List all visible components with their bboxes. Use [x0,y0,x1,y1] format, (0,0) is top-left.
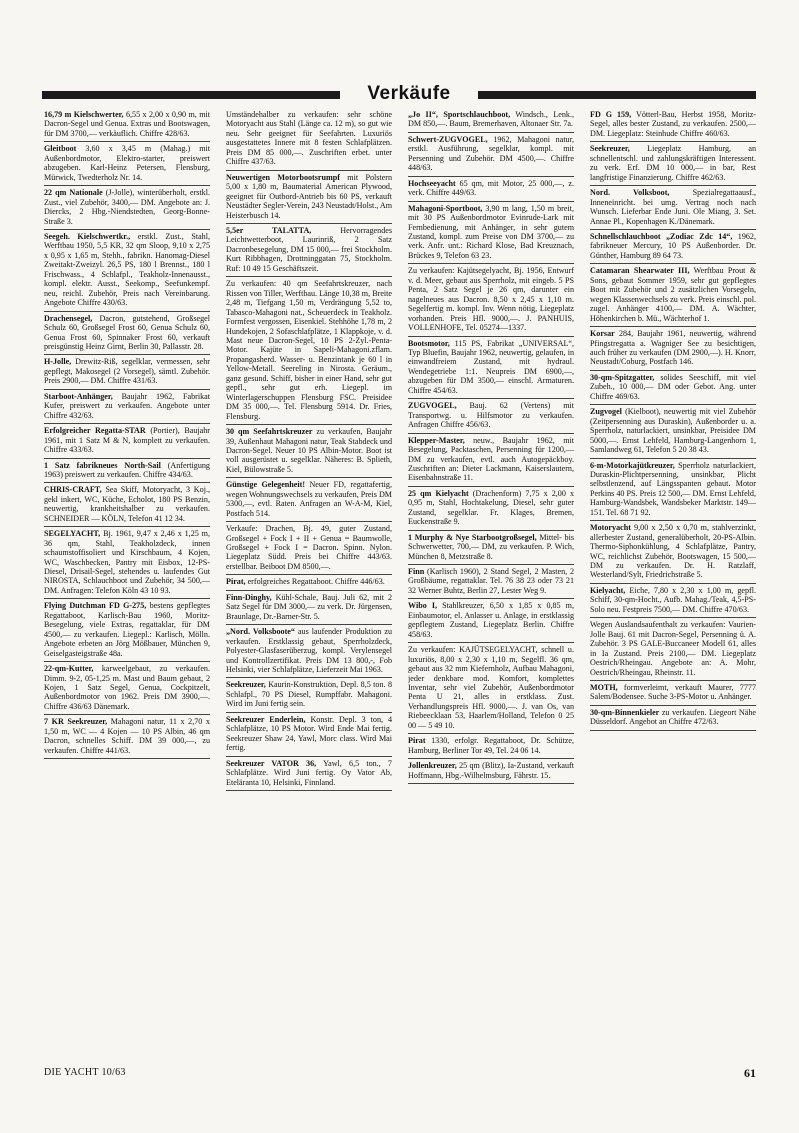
ad-headline: Flying Dutchman FD G-275, [44,601,147,611]
ad-text: Vötterl-Bau, Herbst 1958, Moritz-Segel, alles bester Zustand, zu verkaufen. 2500,— DM. Liegeplatz: Steinhude Chiffre 460/63. [590,110,756,138]
ad-headline: 22-qm-Kutter, [44,664,94,674]
classified-ad [590,371,756,405]
ad-headline: Bootsmotor, [408,338,450,348]
classified-ad [226,713,392,757]
ad-text: erfolgreiches Regattaboot. Chiffre 446/63. [247,577,385,587]
classified-ad [408,399,574,433]
classified-ad [44,483,210,527]
ad-text: (Anfertigung 1963) preiswert zu verkaufen. Chiffre 434/63. [44,460,210,479]
ad-text: 1962, fabrikneuer Mercury, 10 PS Außenborder. Dr. Günther, Hamburg 89 64 73. [590,231,756,260]
ad-headline: 30 qm Seefahrtskreuzer [226,427,313,437]
ad-text: (Karlisch 1960), 2 Stand Segel, 2 Masten, 2 Großbäume, regattaklar. Tel. 76 38 23 oder 73 21 32 Werner Buhtz, Berlin 27, Lester Weg 9. [408,567,574,595]
ad-headline: SEGELYACHT, [44,529,101,539]
ad-headline: Seekreuzer, [226,680,266,690]
ad-text: 1330, erfolgr. Regattaboot, Dr. Schütze, Hamburg, Berliner Tor 49, Tel. 24 06 14. [408,736,574,755]
ad-text: Zu verkaufen: Kajütsegelyacht, Bj. 1956, Entwurf v. d. Meer, gebaut aus Sperrholz, mit eingeb. 5 PS Penta, 2 Satz Segel je 26 qm, darunter ein nagelneues aus Dacron. 8,50 x 2,45 x 1,10 m. Segelfertig m. kompl. Inv. Wenn nötig, Liegeplatz vorhanden. Preis Hfl. 9000,—. J. PANHUIS, VOLLENHOFE, Tel. 05274—1337. [408,266,574,333]
classified-ad [408,133,574,177]
ad-text: 25 qm (Blitz), Ia-Zustand, verkauft Hoffmann, Hbg.-Wilhelmsburg, Fährstr. 15. [408,761,574,780]
ad-text: Spezialregattaausf., Inneneinricht. bei umg. Vertrag noch nach Wunsch. Lieferbar Ende Juni. Ole Miang, 3. Set. Annae Pl., Kopenhagen K./Dänemark. [590,188,756,226]
ad-headline: 30-qm-Binnenkieler [590,707,660,717]
section-header [42,83,756,104]
column-2 [226,108,392,1098]
ad-headline: Jollenkreuzer, [408,761,457,771]
ad-text: karweelgebaut, zu verkaufen. Dimm. 9-2, 05-1,25 m. Mast und Baum gebaut, 2 Kojen, 1 Satz Segel, Genua, Cockpitzelt, Außenbordmotor von 1962. Preis DM 3900,—. Chiffre 436/63 Dänemark. [44,664,210,711]
ad-headline: Gleitboot [44,144,77,154]
column-3 [408,108,574,1098]
ad-text: Bj. 1961, 9,47 x 2,46 x 1,25 m, 36 qm, Stahl, Teakholzdeck, innen schaumstoffisoliert und Kirschbaum, 4 Kojen, WC, Waschbecken, Pantry mit Eisbox, 12-PS-Diesel, Drisail-Segel, stehendes u. laufendes Gut NIROSTA, Schlauchboot und Zubehör, 34 500,— DM. Anfragen: Telefon Köln 43 10 93. [44,529,210,595]
ad-text: formverleimt, verkauft Maurer, 7777 Salem/Bodensee. Suche 3-PS-Motor u. Anhänger. [590,683,756,702]
ad-headline: Seegeh. Kielschwertkr., [44,231,131,241]
ad-text: 3,60 x 3,45 m (Mahag.) mit Außenbordmotor, Elektro-starter, preiswert abzugeben. Karl-Heinz Petersen, Flensburg, Mürwick, Twedterholz Nr. 14. [44,144,210,182]
classified-ad [408,487,574,531]
classified-ad [44,424,210,458]
magazine-issue: DIE YACHT 10/63 [44,1067,126,1078]
ad-headline: Seekreuzer, [590,144,630,154]
ad-headline: 1 Satz fabrikneues North-Sail [44,460,161,470]
ad-text: Zu verkaufen: KAJÜTSEGELYACHT, schnell u. luxuriös, 8,00 x 2,30 x 1,10 m, Segelfl. 36 qm, gebaut aus 32 mm Kiefernholz, Aufbau Mahagoni, jeder denkbare mod. Komfort, komplettes Inventar, sehr viel Zubehör, Außenbordmotor Penta U 21, alles in erstklass. Zust. Verhandlungspreis Hfl. 9000,—. J. van Os, van Riebeecklaan 53, Haarlem/Holland, Telefon 0 25 00 — 5 49 10. [408,645,574,730]
ad-headline: Erfolgreicher Regatta-STAR [44,426,146,436]
ad-headline: „Nord. Volksboote“ [226,627,295,637]
ad-text: Umständehalber zu verkaufen: sehr schöne Motoryacht aus Stahl (Länge ca. 12 m), so gut wie neu. Sehr geeignet für Seefahrten. Luxuriös ausgestattetes Innere mit 8 festen Schlafplätzen. Preis DM 85 000,—. Zuschriften erbet. unter Chiffre 437/63. [226,110,392,167]
ad-headline: Hochseeyacht [408,178,456,188]
classified-columns [44,108,756,1098]
ad-text: Drewitz-Riß, segelklar, vermessen, sehr gepflegt, Makosegel (2 Vorsegel), sämtl. Zubehör. Preis 2900,— DM. Chiffre 431/63. [44,357,210,386]
ad-headline: Seekreuzer Enderlein, [226,714,306,724]
classified-ad [590,618,756,681]
classified-ad [590,405,756,458]
ad-headline: 5,5er TALATTA, [226,225,312,235]
ad-text: Sperrholz naturlackiert, Duraskin-Plichtpersenning, unsinkbar, Plicht selbstlenzend, auf Längsspanten gebaut. Motor Perkins 40 PS. Preis 12 500,— DM. Ernst Lehfeld, Hamburg-Wandsbek, Wandsbeker Marktstr. 149—151. Tel. 68 71 92. [590,460,756,517]
classified-ad [408,337,574,400]
ad-headline: Pirat, [226,577,246,587]
ad-headline: ZUGVOGEL, [408,401,457,411]
ad-text: Stahlkreuzer, 6,50 x 1,85 x 0,85 m, Einbaumotor, el. Anlasser u. Anlage, in erstklassig gepflegtem Zustand, Liegeplatz Berlin. Chiffre 458/63. [408,601,574,639]
classified-ad [590,584,756,618]
ad-text: 3,90 m lang, 1,50 m breit, mit 30 PS Außenbordmotor Evinrude-Lark mit Fernbedienung, mit Anhänger, in sehr gutem Zustand, kompl. zum Preise von DM 3700,— zu verk. Anfr. unt.: Richard Klose, Bad Kreuznach, Brückes 9, Telefon 63 23. [408,203,574,260]
ad-headline: Schnellschlauchboot „Zodiac Zdc 14“, [590,231,733,241]
ad-headline: 16,79 m Kielschwerter, [44,110,124,119]
classified-ad [44,390,210,424]
ad-headline: Schwert-ZUGVOGEL, [408,134,488,144]
ad-headline: FD G 159, [590,110,632,119]
ad-headline: 6-m-Motorkajütkreuzer, [590,460,675,470]
section-title: Verkäufe [367,83,451,104]
classified-ad [590,142,756,186]
classified-ad [226,478,392,522]
header-rule-left [42,91,340,99]
ad-text: zu verkaufen, Baujahr 39, Außenhaut Mahagoni natur, Teak Stabdeck und Dacron-Segel. Neuer 10 PS Albin-Motor. Boot ist voll ausgerüstet u. segelklar. Näheres: B. Splieth, Kiel, Bülowstraße 5. [226,427,392,474]
ad-text: erstkl. Zust., Stahl, Werftbau 1950, 5,5 KR, 32 qm Sloop, 9,10 x 2,75 x 0,95 x 1,65 m, Stehh., fabrikn. Hanomag-Diesel Zweitakt-Zweizyl. 26,5 PS, 180 l Brennst., 180 l Frischwass., 4 Schlafpl., Teakholz-Innenausst., kompl. elektr. Ausst., Seekomp., Seefunkempf. neu, reichl. Zubehör, Preis nach Vereinbarung. Angebote Chiffre 430/63. [44,231,210,308]
ad-headline: Starboot-Anhänger, [44,391,113,401]
classified-ad [408,759,574,784]
ad-text: Werftbau Prout & Sons, gebaut Sommer 1959, sehr gut gepflegtes Boot mit Zubehör und 2 zusätzlichen Vorsegeln, wegen Klassenwechsels zu verk. Preis einschl. pol. zugel. Anhänger 4100,— DM. A. Wächter, Höhenkirchen b. Mü., Wächterhof 1. [590,266,756,323]
ad-headline: Klepper-Master, [408,435,465,445]
classified-ad [590,706,756,731]
ad-text: 284, Baujahr 1961, neuwertig, während Pfingstregatta a. Wagniger See zu besichtigen, auch früher zu verkaufen (DM 2900,—). H. Knorr, Neustadt/Coburg, Postfach 146. [590,329,756,367]
ad-headline: Seekreuzer VATOR 36, [226,758,317,768]
ad-headline: Drachensegel, [44,313,93,323]
ad-headline: Neuwertigen Motorbootsrumpf [226,172,340,182]
ad-text: Konstr. Depl. 3 ton, 4 Schlafplätze, 10 PS Motor. Wird Ende Mai fertig. Seekreuzer Shaw 24, Yawl, Morc class. Wird Mai fertig. [226,714,392,753]
classified-ad [408,565,574,599]
ad-text: 65 qm, mit Motor, 25 000,—, z. verk. Chiffre 449/63. [408,178,574,198]
ad-text: Hervorragendes Leichtwetterboot, Laurinriß, 2 Satz Dacronbesegelung, DM 15 000,— frei Stockholm. Kurt Ribbhagen, Drottninggatan 75, Stockholm. Ruf: 10 49 15 Geschäftszeit. [226,225,392,273]
classified-ad [590,108,756,142]
classified-ad [408,177,574,202]
ad-headline: Günstige Gelegenheit! [226,480,306,490]
classified-ad [408,434,574,487]
ad-text: neuw., Baujahr 1962, mit Besegelung, Packtaschen, Persenning für 1200,— DM zu verkaufen, evtl. auch Autogepäckboy. Zuschriften an: Dieter Lackmann, Kaiserslautern, Eisenbahnstraße 11. [408,435,574,483]
ad-text: (Portier), Baujahr 1961, mit 1 Satz M & N, komplett zu verkaufen. Chiffre 433/63. [44,426,210,455]
ad-text: aus laufender Produktion zu verkaufen. Erstklassig gebaut, Sperrholzdeck, Polyester-Glasfaserüberzug, kompl. Verylensegel und Kontrollzertifikat. Preis DM 13 800,-, Fob Helsinki, vier Schlafplätze, Lieferzeit Mai 1963. [226,627,392,675]
ad-text: Liegeplatz Hamburg, an schnellentschl. und zahlungskräftigen Interessent. zu verk. Erf. DM 10 000,— in bar, Rest langfristige Finanzierung. Chiffre 462/63. [590,144,756,182]
ad-headline: 30-qm-Spitzgatter, [590,372,655,382]
classified-ad [226,625,392,678]
ad-text: (Kielboot), neuwertig mit viel Zubehör (Zeitpersenning aus Duraskin), Außenborder u. a. Sperrholz, naturlackiert, unsinkbar, Preisidee DM 5000,—. Ernst Lehfeld, Hamburg-Langenhorn 1, Samlandweg 61, Telefon 5 20 38 43. [590,407,756,455]
ad-text: (J-Jolle), winterüberholt, erstkl. Zust., viel Zubehör, 3400,— DM. Angebote an: J. Diercks, 2 Hbg.-Niendstedten, Georg-Bonne-Straße 3. [44,188,210,226]
classified-ad [44,599,210,662]
ad-text: Baujahr 1962, Fabrikat Kufer, preiswert zu verkaufen. Angebote unter Chiffre 432/63. [44,391,210,420]
classified-ad [590,230,756,264]
classified-ad [44,662,210,715]
classified-ad [590,264,756,327]
ad-headline: Korsar [590,329,615,339]
classified-ad [226,678,392,712]
column-4 [590,108,756,1098]
ad-text: zu verkaufen. Liegeort Nähe Düsseldorf. Angebot an Chiffre 472/63. [590,707,756,727]
classified-ad [226,522,392,575]
classified-ad [44,142,210,186]
ad-headline: Kielyacht, [590,585,626,595]
ad-headline: Pirat [408,736,426,746]
ad-headline: 7 KR Seekreuzer, [44,717,108,727]
ad-text: Bauj. 62 (Vertens) mit Transportwg. u. Hilfsmotor zu verkaufen. Anfragen Chiffre 456/63. [408,401,574,430]
ad-headline: Mahagoni-Sportboot, [408,203,483,213]
classified-ad [226,171,392,224]
ad-text: solides Seeschiff, mit viel Zubeh., 10 000,— DM oder Gebot. Ang. unter Chiffre 469/63. [590,372,756,401]
classified-ad [44,527,210,599]
classified-ad [226,224,392,277]
ad-text: Kühl-Schale, Bauj. Juli 62, mit 2 Satz Segel für DM 3000,— zu verk. Dr. Jürgensen, Braunlage, Dr.-Barner-Str. 5. [226,592,392,621]
classified-ad [44,108,210,142]
ad-text: Mahagoni natur, 11 x 2,70 x 1,50 m, WC — 4 Kojen — 10 PS Albin, 46 qm Dacron, schnelles Schiff. DM 39 000,—, zu verkaufen. Chiffre 441/63. [44,717,210,755]
ad-text: Mittel- bis Schwerwetter, 700,— DM, zu verkaufen. P. Wich, München 8, Metzstraße 8. [408,532,574,561]
ad-text: Windsch., Lenk., DM 850,—. Baum, Bremerhaven, Altonaer Str. 7a. [408,110,574,129]
classified-ad [408,599,574,643]
ad-text: 6,55 x 2,00 x 0,90 m, mit Dacron-Segel und Genua. Extras und Bootswagen, für DM 3700,— verkäuflich. Chiffre 428/63. [44,110,210,138]
ad-text: mit Polstern 5,00 x 1,80 m, Baumaterial American Plywood, geeignet für Outbord-Antrieb bis 60 PS, verkauft Neustädter Segler-Verein, 243 Neustadt/Holst., Am Heisterbusch 14. [226,172,392,220]
classified-ad [226,277,392,425]
ad-headline: Finn [408,567,425,577]
ad-text: Dacron, gutstehend, Großsegel Schulz 60, Großsegel Frost 60, Genua Schulz 60, Genua Frost 60, Spinnaker Frost 60, verkauft preisgünstig Heinz Girnt, Berlin 30, Pallasstr. 28. [44,313,210,351]
ad-text: bestens gepflegtes Regattaboot, Karlisch-Bau 1960, Moritz-Besegelung, viele Extras, regattaklar, für DM 4500,— zu verkaufen. Liegepl.: Karlisch, Mölln. Angebote erbeten an Jörg Mößbauer, München 9, Geiselgasteigstraße 48a. [44,601,210,658]
classified-ad [590,186,756,230]
ad-headline: Finn-Dinghy, [226,592,272,602]
classified-ad [226,575,392,590]
ad-text: Yawl, 6,5 ton., 7 Schlafplätze. Wird Juni fertig. Oy Vator Ab, Eteläranta 10, Helsinki, Finnland. [226,758,392,787]
classified-ad [408,202,574,265]
ad-headline: Nord. Volksboot, [590,188,670,198]
classified-ad [226,425,392,478]
ad-text: 1962, Mahagoni natur, erstkl. Ausführung, segelklar, kompl. mit Persenning und Zubehör. DM 4500,—. Chiffre 448/63. [408,134,574,173]
ad-headline: Wibo I, [408,601,437,611]
classified-ad [44,355,210,389]
ad-headline: Zugvogel [590,407,622,417]
ad-headline: 25 qm Kielyacht [408,488,469,498]
classified-ad [408,264,574,336]
classified-ad [590,327,756,371]
ad-headline: „Jo II“, Sportschlauchboot, [408,110,511,119]
ad-text: Kaurin-Konstruktion, Depl. 8,5 ton. 8 Schlafpl., 70 PS Diesel, Rumpffabr. Mahagoni. Wird im Juni fertig sein. [226,680,392,709]
ad-headline: Motoryacht [590,523,631,533]
classified-ad [408,108,574,133]
ad-text: 9,00 x 2,50 x 0,70 m, stahlverzinkt, allerbester Zustand, generalüberholt, 20-PS-Albin. Thermo-Siphonkühlung, 4 Schlafplätze, Pantry, WC, reichlichst Zubehör, Bootswagen, 15 500,— DM zu verkaufen. Dr. H. Ratzlaff, Westerland/Sylt, Friedrichstraße 5. [590,523,756,580]
column-1 [44,108,210,1098]
classified-ad [44,230,210,312]
classified-ad [408,734,574,759]
ad-text: (Drachenform) 7,75 x 2,00 x 0,95 m, Stahl, Hochtakelung, Diesel, sehr guter Zustand, segelklar. Fr. Klages, Bremen, Euckenstraße 9. [408,488,574,527]
classified-ad [226,591,392,625]
ad-headline: MOTH, [590,683,618,693]
classified-ad [590,681,756,706]
classified-ad [590,521,756,584]
classified-ad [44,715,210,759]
classified-ad [226,108,392,171]
ad-headline: 22 qm Nationale [44,188,103,198]
ad-headline: 1 Murphy & Nye Starbootgroßsegel, [408,532,537,542]
ad-text: Neuer FD, regattafertig, wegen Wohnungswechsels zu verkaufen, Preis DM 5300,—, evtl. Raten. Anfragen an W-A-M, Kiel, Postfach 514. [226,480,392,518]
classified-ad [590,459,756,522]
ad-text: Sea Skiff, Motoryacht, 3 Koj., gekl inkert, WC, Küche, Echolot, 180 PS Benzin, neuwertig, krankheitshalber zu verkaufen. SCHNEIDER — KÖLN, Telefon 41 12 34. [44,485,210,523]
ad-text: Eiche, 7,80 x 2,30 x 1,00 m, gepfl. Schiff, 30-qm-Hocht., Aufb. Mahag./Teak, 4,5-PS-Solo neu. Festpreis 7500,— DM. Chiffre 470/63. [590,585,756,614]
classified-ad [44,312,210,356]
classified-ad [44,459,210,484]
page-number: 61 [744,1066,756,1080]
classified-ad [44,186,210,230]
classified-ad [408,643,574,734]
classified-ad [226,757,392,791]
ad-text: Zu verkaufen: 40 qm Seefahrtskreuzer, nach Rissen von Tiller, Werftbau. Länge 10,38 m, Breite 2,48 m, Tiefgang 1,50 m, Verdrängung 5,52 to, Tabasco-Mahagoni nat., Scheuerdeck in Teakholz. Formfest vergossen, Eisenkiel. Stehhöhe 1,78 m, 2 Hundekojen, 2 Sofaschlafplätze, 1 Klappkoje, v. d. Mast neue Dacron-Segel, 10 PS 2-Zyl.-Penta-Motor. Kajüte in Sapeli-Mahagoni.zflam. Propangasherd. Wasser- u. Benzintank je 60 l in Yellow-Metall. Seereling in Nirosta. Geräum., ganz gesund. Schiff, bisher in einer Hand, sehr gut gepfl., sehr gut erh. Liegepl. im Winterlagerschuppen Flensburg FSC. Preisidee DM 35 000,—. Tel. Flensburg 5914. Dr. Fries, Flensburg. [226,279,392,421]
ad-text: Verkaufe: Drachen, Bj. 49, guter Zustand, Großsegel + Fock I + II + Genua = Baumwolle, Großsegel + Fock I = Dacron. Spinn. Nylon. Liegeplatz Südd. Preis bei Chiffre 443/63. erstellbar. Beiboot DM 8500,—. [226,524,392,571]
ad-headline: CHRIS-CRAFT, [44,485,102,495]
ad-headline: H-Jolle, [44,357,72,367]
classified-ad [408,531,574,565]
ad-text: Wegen Auslandsaufenthalt zu verkaufen: Vaurien-Jolle Bauj. 61 mit Dacron-Segel, Persenning ü. A. Zubehör. 3 PS GALE-Buccaneer Modell 61, alles in Ia Zustand. Preis 2100,— DM. Liegeplatz Oestrich/Rheingau. Angebote an: A. Mohr, Oestrich/Rheingau, Rheinstr. 11. [590,620,756,677]
header-rule-right [478,91,756,99]
ad-headline: Catamaran Shearwater III, [590,266,690,276]
ad-text: 115 PS, Fabrikat „UNIVERSAL“, Typ Bluefin, Baujahr 1962, neuwertig, gelaufen, in einwandfreiem Zustand, mit hydraul. Wendegetriebe 1:1. Neupreis DM 6900,—, abzugeben für DM 3500,— einschl. Armaturen. Chiffre 454/63. [408,338,574,395]
